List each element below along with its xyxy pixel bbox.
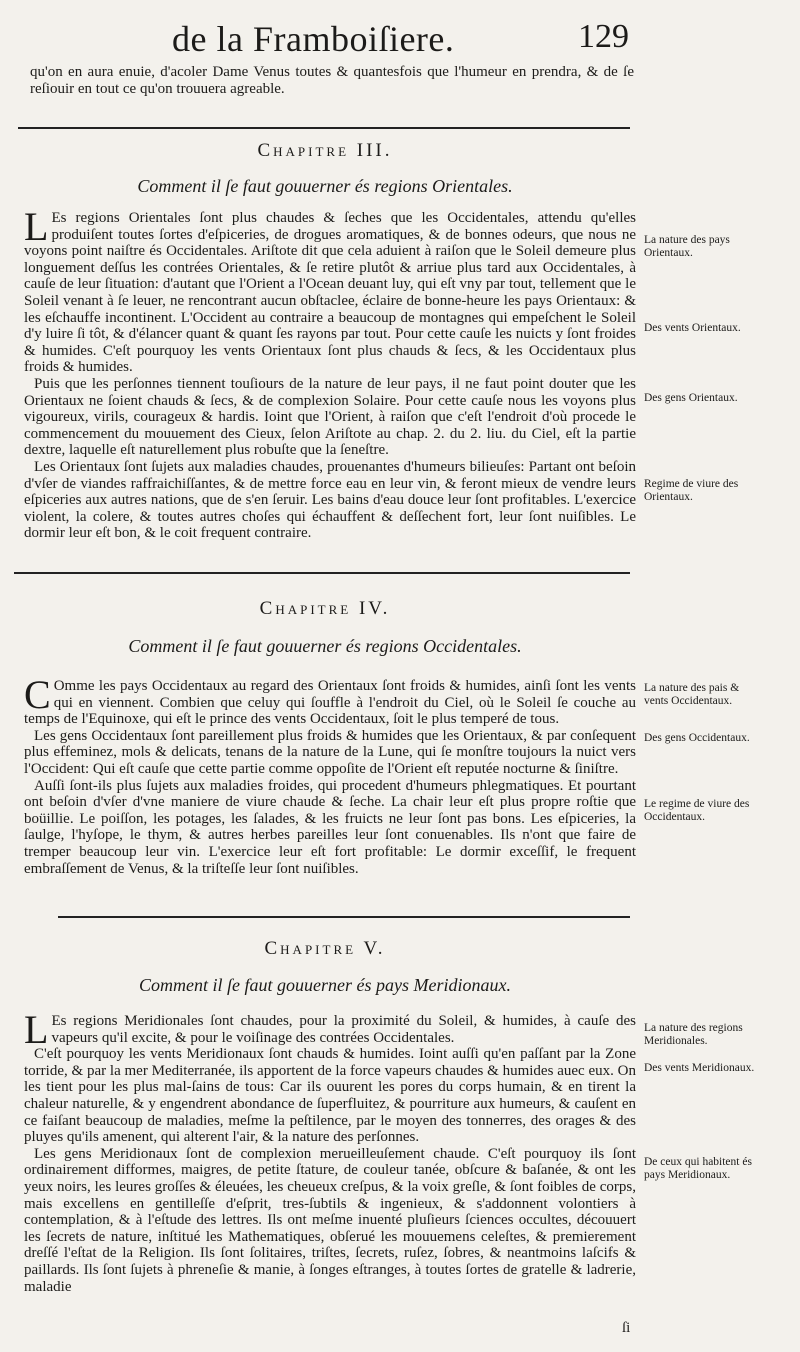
chapter-subtitle: Comment il ſe faut gouuerner és regions Orientales. bbox=[137, 176, 513, 196]
paragraph: L Es regions Orientales ſont plus chaudes & ſeches que les Occidentales, attendu qu'elles produiſent toutes ſortes d'eſpiceries, de drogues aromatiques, & de bonnes odeurs, que nous ne voyons point naiſtre és Occidentales. Ariſtote dit que cela aduient à raiſon que le Soleil demeure plus longuement deſſus les contrées Orientales, & ſe retire plutôt & arriue plus tard aux Occidentales, à cauſe de leur ſituation: d'autant que l'Orient a l'Ocean deuant luy, qui eſt vny par tout, tellement que le Soleil venant à ſe leuer, ne rencontrant aucun obſtaclee, éclaire de bonne-heure les pays Orientaux: & les eſchauffe incontinent. L'Occident au contraire a beaucoup de montagnes qui empeſchent le Soleil d'y luire ſi tôt, & d'élancer quant & quant ſes rayons par tout. Pour cette cauſe les nuicts y ſont froides & humides. C'eſt pourquoy les vents Orientaux ſont plus chauds & ſecs, & les Occidentaux plus froids & humides. bbox=[24, 204, 636, 376]
chapter-body bbox=[24, 204, 636, 542]
page-number: 129 bbox=[578, 18, 629, 55]
paragraph: Les Orientaux ſont ſujets aux maladies chaudes, prouenantes d'humeurs bilieuſes: Partant ont beſoin d'vſer de viandes raffraichiſſantes, & de mettre force eau en leur vin, & feront mieux de vendre leurs eſpiceries aux autres nations, que de s'en ſeruir. Les bains d'eau douce leur ſont profitables. L'exercice violent, la colere, & toutes autres choſes qui échauffent & deſſechent fort, leur ſont nuiſibles. Le dormir leur eſt bon, & le coit frequent contraire. bbox=[24, 458, 636, 542]
margin-note: La nature des pays Orientaux. bbox=[644, 234, 730, 259]
margin-note: De ceux qui habitent és pays Meridionaux. bbox=[644, 1156, 752, 1181]
paragraph: Les gens Meridionaux ſont de complexion merueilleuſement chaude. C'eſt pourquoy ils ſont ordinairement difformes, maigres, de petite ſtature, de couleur tanée, obſcure & baſanée, & ont les yeux noirs, les leures groſſes & éleuées, les cheueux creſpus, & la voix greſle, & ſont foibles de corps, mais excellens en gentilleſſe d'eſprit, tres-ſubtils & ingenieux, & s'addonnent volontiers à contemplation, & à l'eſtude des lettres. Ils ont meſme inuenté pluſieurs ſciences occultes, découuert les ſecrets de nature, inſtitué les Mathematiques, obſerué les mouuemens celeſtes, & premierement dreſſé l'eſtat de la Religion. Ils ſont ſolitaires, triſtes, ſecrets, ruſez, ſobres, & neantmoins laſcifs & paillards. Ils ſont ſujets à phreneſie & manie, à ſonges eſtranges, à toutes ſortes de gratelle & ladrerie, maladie bbox=[24, 1145, 636, 1295]
margin-note: La nature des pais & vents Occidentaux. bbox=[644, 682, 740, 707]
section-divider bbox=[18, 127, 630, 129]
continued-paragraph: qu'on en aura enuie, d'acoler Dame Venus toutes & quantesfois que l'humeur en prendra, & de ſe reſiouir en tout ce qu'on trouuera agreable. bbox=[30, 64, 634, 97]
catchword: ſi bbox=[622, 1320, 631, 1336]
paragraph: Les gens Occidentaux ſont pareillement plus froids & humides que les Orientaux, & par conſequent plus effeminez, mols & delicats, tenans de la nature de la Lune, qui ſe monſtre toujours la nuict vers l'Occident: Qui eſt cauſe que cette partie comme oppoſite de l'Orient eſt reputée nocturne & ſiniſtre. bbox=[24, 727, 636, 777]
page-header bbox=[0, 18, 800, 68]
chapter-title: Chapitre IV. bbox=[259, 598, 391, 619]
paragraph: C Omme les pays Occidentaux au regard des Orientaux ſont froids & humides, ainſi ſont les vents qui en viennent. Combien que celuy qui ſouffle à l'endroit du Ciel, où le Soleil ſe couche au temps de l'Equinoxe, qui eſt le prince des vents Occidentaux, ſoit le plus temperé de tous. bbox=[24, 672, 636, 728]
margin-note: Le regime de viure des Occidentaux. bbox=[644, 798, 750, 823]
chapter-subtitle: Comment il ſe faut gouuerner és regions Occidentales. bbox=[128, 636, 522, 656]
chapter-subtitle: Comment il ſe faut gouuerner és pays Meridionaux. bbox=[139, 975, 511, 995]
section-divider bbox=[14, 572, 630, 574]
chapter-body bbox=[24, 1007, 636, 1295]
margin-note: Regime de viure des Orientaux. bbox=[644, 478, 739, 503]
running-title: de la Framboiſiere. bbox=[172, 19, 455, 59]
paragraph: Auſſi ſont-ils plus ſujets aux maladies froides, qui procedent d'humeurs phlegmatiques. Et pourtant ont beſoin d'vſer d'vne maniere de viure chaude & ſeche. La chair leur eſt plus propre roſtie que boüillie. Le poiſſon, les potages, les ſalades, & les fruicts ne leur ſont pas bons. Les eſpiceries, la ſaulge, l'hyſope, le thym, & autres herbes pareilles leur ſont conuenables. Ils n'ont que faire de tremper beaucoup leur vin. L'exercice leur eſt fort profitable: Le dormir exceſſif, le frequent embraſſement de Venus, & la triſteſſe leur ſont nuiſibles. bbox=[24, 777, 636, 877]
section-divider bbox=[58, 916, 630, 918]
margin-note: Des vents Meridionaux. bbox=[644, 1062, 755, 1074]
margin-note: Des gens Orientaux. bbox=[644, 392, 738, 404]
paragraph: Puis que les perſonnes tiennent touſiours de la nature de leur pays, il ne faut point douter que les Orientaux ne ſoient chauds & ſecs, & de complexion Solaire. Pour cette cauſe nous les voyons plus vigoureux, virils, courageux & hardis. Ioint que l'Orient, à raiſon que c'eſt l'endroit d'où procede le commencement du mouuement des Cieux, ſelon Ariſtote au chap. 2. du 2. liu. du Ciel, eſt la partie dextre, laquelle eſt naturellement plus robuſte que la ſeneſtre. bbox=[24, 375, 636, 459]
paragraph: C'eſt pourquoy les vents Meridionaux ſont chauds & humides. Ioint auſſi qu'en paſſant par la Zone torride, & par la mer Mediterranée, ils apportent de la force vapeurs chaudes & humides auec eux. On les tient pour les plus mal-ſains de tous: Car ils ouurent les pores du corps humain, & en tirent la chaleur naturelle, & y engendrent abondance de ſuperfluitez, & pourriture aux humeurs, & cauſent en ce faiſant beaucoup de maladies, meſme la peſtilence, par le moyen des tonnerres, des orages & des pluyes qu'ils amenent, qui alterent l'air, & la nature des perſonnes. bbox=[24, 1046, 636, 1146]
paragraph: L Es regions Meridionales ſont chaudes, pour la proximité du Soleil, & humides, à cauſe des vapeurs qu'il excite, & pour le voiſinage des contrées Occidentales. bbox=[24, 1007, 636, 1052]
margin-note: La nature des regions Meridionales. bbox=[644, 1022, 743, 1047]
drop-cap: C bbox=[24, 672, 51, 717]
drop-cap: L bbox=[24, 204, 49, 249]
margin-note: Des vents Orientaux. bbox=[644, 322, 741, 334]
chapter-body bbox=[24, 672, 636, 877]
chapter-title: Chapitre III. bbox=[257, 140, 393, 161]
chapter-title: Chapitre V. bbox=[264, 938, 386, 959]
margin-note: Des gens Occidentaux. bbox=[644, 732, 750, 744]
drop-cap: L bbox=[24, 1007, 49, 1052]
